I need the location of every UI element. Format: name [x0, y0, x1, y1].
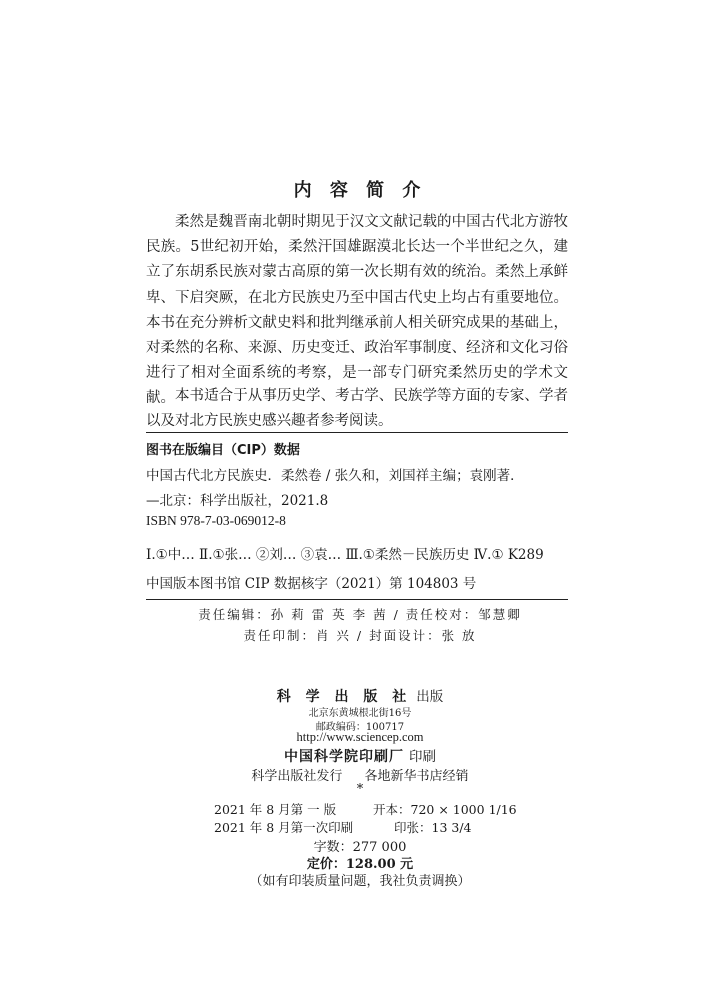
summary-paragraph-2: 本书适合于从事历史学、考古学、民族学等方面的专家、学者以及对北方民族史感兴趣者参考阅读。	[146, 388, 568, 430]
cip-heading: 图书在版编目（CIP）数据	[146, 443, 300, 458]
credits-editors: 责任编辑：孙 莉 雷 英 李 茜 / 责任校对：邹慧卿	[198, 607, 522, 622]
cip-top-rule	[146, 432, 568, 433]
summary-heading: 内 容 简 介	[293, 180, 427, 201]
asterisk-separator: *	[356, 782, 364, 797]
quality-note: （如有印装质量问题，我社负责调换）	[249, 874, 471, 889]
cip-title-line: 中国古代北方民族史．柔然卷 / 张久和，刘国祥主编；袁刚著．	[146, 468, 524, 484]
word-count: 字数：277 000	[313, 840, 407, 855]
publisher-name: 科 学 出 版 社	[276, 689, 412, 705]
printer-name: 中国科学院印刷厂	[283, 749, 404, 765]
edition-date: 2021 年 8 月第 一 版	[214, 802, 337, 817]
publisher-postcode: 邮政编码：100717	[315, 722, 405, 733]
publisher-address: 北京东黄城根北街16号	[308, 708, 412, 719]
printing-sheets: 印张：13 3/4	[394, 820, 472, 835]
distribution-line: 科学出版社发行 各地新华书店经销	[251, 769, 469, 784]
printer-suffix: 印刷	[409, 749, 437, 765]
credits-production: 责任印制：肖 兴 / 封面设计：张 放	[243, 628, 477, 643]
price: 定价：128.00 元	[306, 857, 414, 872]
publisher-line	[0, 685, 720, 706]
publisher-suffix: 出版	[416, 689, 444, 705]
publisher-url: http://www.sciencep.com	[296, 730, 424, 744]
cip-bottom-rule	[146, 599, 568, 600]
cip-classification: Ⅰ.①中… Ⅱ.①张… ②刘… ③袁… Ⅲ.①柔然－民族历史 Ⅳ.① K289	[146, 547, 544, 563]
cip-isbn: ISBN 978-7-03-069012-8	[146, 513, 286, 528]
printing-date: 2021 年 8 月第一次印刷	[214, 820, 354, 835]
summary-paragraph-1: 柔然是魏晋南北朝时期见于汉文文献记载的中国古代北方游牧民族。5世纪初开始，柔然汗国雄踞漠北长达一个半世纪之久，建立了东胡系民族对蒙古高原的第一次长期有效的统治。柔然上承鲜卑、下启突厥，在北方民族史乃至中国古代史上均占有重要地位。本书在充分辨析文献史料和批判继承前人相关研究成果的基础上，对柔然的名称、来源、历史变迁、政治军事制度、经济和文化习俗进行了相对全面系统的考察，是一部专门研究柔然历史的学术文献。	[146, 214, 568, 407]
cip-record-number: 中国版本图书馆 CIP 数据核字（2021）第 104803 号	[146, 576, 477, 592]
cip-publisher-line: —北京：科学出版社，2021.8	[146, 493, 329, 509]
printer-line	[0, 745, 720, 766]
book-format: 开本：720 × 1000 1/16	[373, 802, 517, 817]
